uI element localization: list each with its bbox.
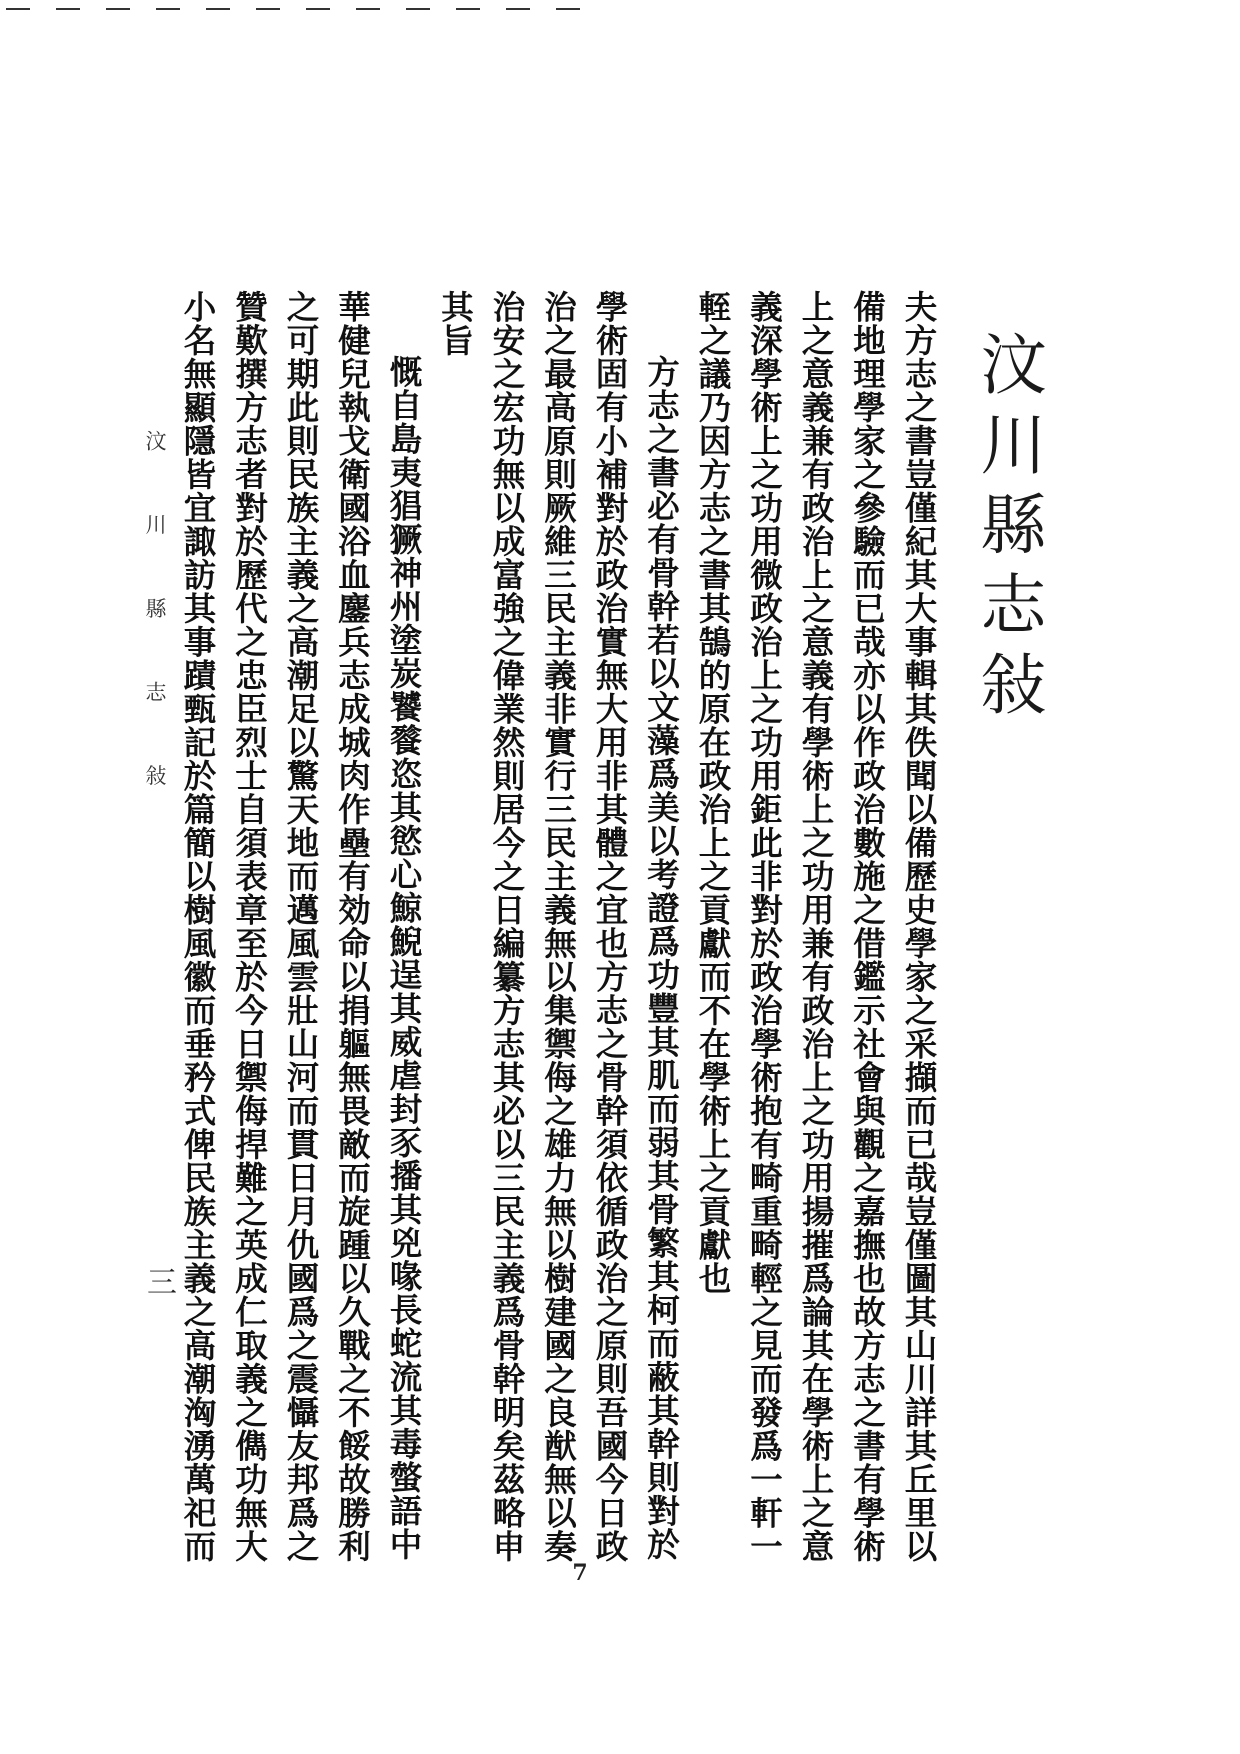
dash (456, 8, 480, 14)
gutter-page-number: 三 (141, 1266, 176, 1296)
dash (406, 8, 430, 14)
header-dash-rule (6, 8, 616, 14)
paragraph-3: 慨自島夷猖獗神州塗炭饕餮恣其慾心鯨鯢逞其威虐封豕播其兇喙長蛇流其毒螫語中華健兒執戈衛國浴血鏖兵志成城肉作壘有効命以捐軀無畏敵而旋踵以久戰之不餒故勝利之可期此則民族主義之高潮足以驚天地而邁風雲壯山河而貫日月仇國爲之震懾友邦爲之贊歎撰方志者對於歷代之忠臣烈士自須表章至於今日禦侮捍難之英成仁取義之儁功無大小名無顯隱皆宜諏訪其事蹟甄記於篇簡以樹風徽而垂矜式俾民族主義之高潮洶湧萬祀而 (179, 290, 424, 1563)
preface-body (175, 290, 945, 1590)
dash (506, 8, 530, 14)
dash (156, 8, 180, 14)
dash (356, 8, 380, 14)
dash (206, 8, 230, 14)
page-number: 7 (572, 1560, 588, 1586)
gutter-label: 汶 川 縣 志 敍 (143, 430, 167, 814)
paragraph-2: 方志之書必有骨幹若以文藻爲美以考證爲功豐其肌而弱其骨繁其柯而蔽其幹則對於學術固有小補對於政治實無大用非其體之宜也方志之骨幹須依循政治之原則吾國今日政治之最高原則厥維三民主義非實行三民主義無以集禦侮之雄力無以樹建國之良猷無以奏治安之宏功無以成富強之偉業然則居今之日編纂方志其必以三民主義爲骨幹明矣茲略申其旨 (436, 290, 682, 1563)
page-title: 汶川縣志敍 (969, 330, 1046, 730)
dash (556, 8, 580, 14)
dash (6, 8, 30, 14)
dash (106, 8, 130, 14)
dash (56, 8, 80, 14)
dash (306, 8, 330, 14)
dash (256, 8, 280, 14)
paragraph-1: 夫方志之書豈僅紀其大事輯其佚聞以備歷史學家之采擷而已哉豈僅圖其山川詳其丘里以備地理學家之參驗而已哉亦以作政治數施之借鑑示社會與觀之嘉撫也故方志之書有學術上之意義兼有政治上之意義有學術上之功用兼有政治上之功用揚摧爲論其在學術上之意義深學術上之功用微政治上之功用鉅此非對於政治學術抱有畸重畸輕之見而發爲一軒一輊之議乃因方志之書其鵠的原在政治上之貢獻而不在學術上之貢獻也 (694, 290, 939, 1563)
